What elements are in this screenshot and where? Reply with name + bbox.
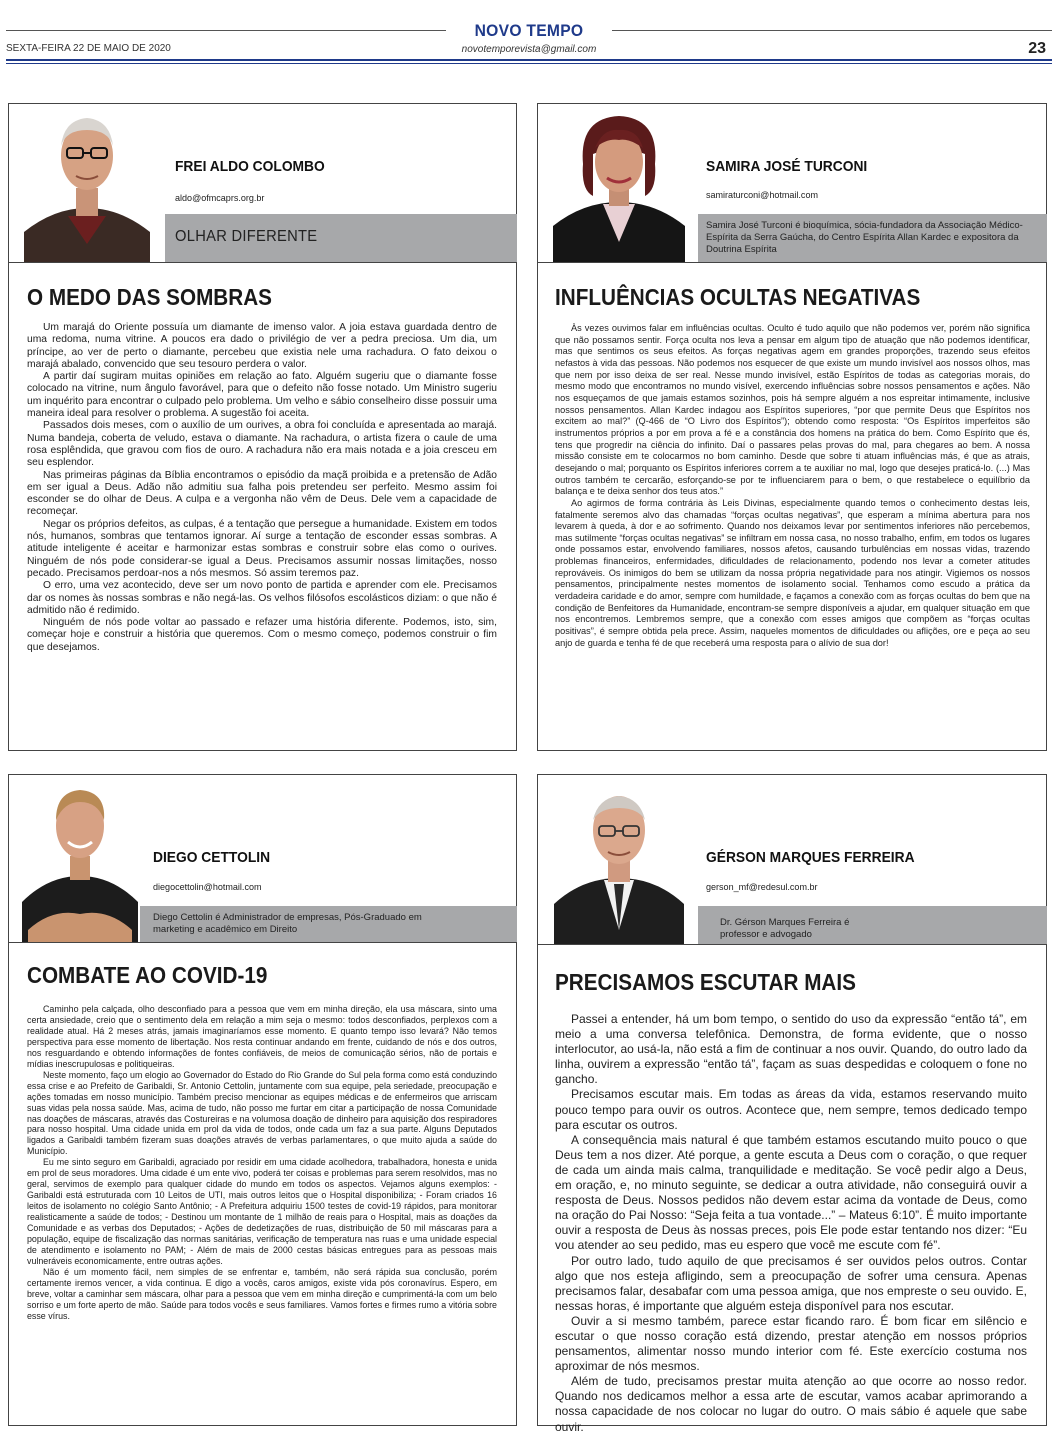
paragraph: Passei a entender, há um bom tempo, o sentido do uso da expressão “então tá”, em meio a uma conversa telefônica. Demonstra, de forma evidente, que o nosso interlocutor, ao usá-la, não está a fim de continuar a nos ouvir. Quando, do outro lado da linha, ouvirem a expressão “então tá”, façam as suas despedidas e coloquem o fone no gancho.: [555, 1012, 1027, 1087]
paragraph: Às vezes ouvimos falar em influências ocultas. Oculto é tudo aquilo que não podemos ver, porém não significa que não possamos sentir. Força oculta nos leva a pensar em algum tipo de atuação que não podemos identificar, mas que sentimos os seus efeitos. As forças negativas agem em grandes proporções, trazendo seus efeitos nefastos à vida das pessoas. Não podemos nos esquecer de que existe um mundo invisível aos nossos olhos, mas que nem por isso deixa de ser real. Nesse mundo invisível, estão Espíritos de todas as categorias morais, do mesmo modo que encontramos no mundo visível, exercendo influências sobre nossos pensamentos e ações. Não nos esqueçamos de que jamais estamos sozinhos, pois há sempre alguém a nos espreitar intimamente, inclusive nossos pensamentos. Allan Kardec indagou aos Espíritos superiores, “por que permite Deus que Espíritos nos excitem ao mal?” (Q-466 de “O Livro dos Espíritos”); obtendo como resposta: “Os Espíritos imperfeitos são instrumentos próprios a por em prova a fé e a constância dos homens na prática do bem. Como Espírito que és, tens que progredir na ciência do infinito. Daí o passares pelas provas do mal, para chegares ao bem. A nossa missão consiste em te colocarmos no bom caminho. Desde que sobre ti atuam influências más, é que as atrais, desejando o mal; porquanto os Espíritos inferiores correm a te auxiliar no mal, logo que desejes praticá-lo. (...) Mas outros também te cercarão, esforçando-se por te influenciarem para o bem, o que restabelece o equilíbrio da balança e te deixa senhor dos teus atos.”: [555, 323, 1030, 497]
article-body: [27, 322, 497, 654]
masthead-rule: [6, 59, 1052, 61]
paragraph: Ao agirmos de forma contrária às Leis Divinas, especialmente quando temos o conhecimento destas leis, fatalmente seremos alvo das chamadas “forças ocultas negativas”, que esperam a mínima abertura para nos levarem à queda, à dor e ao sofrimento. Quando nos deixamos levar por sentimentos inferiores não percebemos, mas sutilmente “forças ocultas negativas” se infiltram em nossa casa, no nosso trabalho, enfim, em todos os lugares onde possamos estar, envolvendo familiares, nossos afetos, causando turbulências em nossas vidas, trazendo problemas financeiros, enfermidades, dificuldades de relacionamento, podendo nos levar a cometer atitudes reprováveis. Os inimigos do bem se utilizam da nossa própria negatividade para nos atingir. Vigiemos os nossos pensamentos, principalmente nestes momentos de isolamento social. Tenhamos como escudo a prática da verdadeira caridade e do amor, sempre com humildade, e façamos a conexão com as forças ocultas do bem que na condição de Benfeitores da Humanidade, encontram-se sempre disponíveis a ajudar, em qualquer situação em que nos encontremos. Lembremos sempre, que a conexão com esses amigos que compõem as “forças ocultas positivas”, é sempre obtida pela prece. Assim, naqueles momentos de dificuldades ou aflições, ore e peça ao seu anjo de guarda e tenha fé de que receberá uma resposta para o alívio de sua dor!: [555, 497, 1030, 648]
author-email: aldo@ofmcaprs.org.br: [175, 193, 265, 204]
newspaper-brand: NOVO TEMPO: [474, 21, 584, 40]
author-bio: Dr. Gérson Marques Ferreira é professor e advogado: [720, 917, 850, 940]
article-body: [555, 1012, 1027, 1435]
paragraph: Caminho pela calçada, olho desconfiado para a pessoa que vem em minha direção, ela usa máscara, sinto uma certa ansiedade, creio que o sentimento dela em relação a mim seja o mesmo: todos desconfiados, perplexos com a realidade atual. Há 2 meses atrás, jamais imaginaríamos esse momento. E quanto tempo isso levará? Não temos perspectiva para esse momento de libertação. Nos resta continuar andando em frente, cuidando de nós e dos outros, nos resguardando e obtendo informações de fontes confiáveis, de meios de comunicação sérios, não de portais e mídias inescrupulosas e politiqueiras.: [27, 1004, 497, 1069]
paragraph: Nas primeiras páginas da Bíblia encontramos o episódio da maçã proibida e a pretensão de Adão em ser igual a Deus. Adão não admitiu sua falha pois pretendeu ser perfeito. Mesmo assim foi esconder se do olhar de Deus. A culpa e a vergonha não vêm de Deus. Dele vem a capacidade de recomeçar.: [27, 469, 497, 518]
newspaper-email: novotemporevista@gmail.com: [461, 44, 597, 55]
author-name: SAMIRA JOSÉ TURCONI: [706, 158, 868, 175]
page-number: 23: [1028, 40, 1046, 57]
author-email: samiraturconi@hotmail.com: [706, 190, 818, 201]
paragraph: O erro, uma vez acontecido, deve ser um novo ponto de partida e aprender com ele. Precisamos dar os nomes às nossas sombras e não negá-las. Os velhos filósofos escolásticos diziam: o que não é admitido não é redimido.: [27, 580, 497, 616]
author-email: diegocettolin@hotmail.com: [153, 882, 262, 893]
paragraph: Neste momento, faço um elogio ao Governador do Estado do Rio Grande do Sul pela forma como está conduzindo essa crise e ao Prefeito de Garibaldi, Sr. Antonio Cettolin, juntamente com sua equipe, pela seriedade, preocupação e ações tomadas em nosso município. Também preciso mencionar as equipes médicas e de enfermeiros que arriscam suas vidas pela nossa saúde. Mas, acima de tudo, não posso me furtar em citar a participação de nossa Comunidade nas doações de máscaras, através das Costureiras e na volumosa doação de dinheiro para aquisição dos respiradores para nosso hospital. Uma cidade unida em prol da vida de todos, onde cada um faz a sua parte. Alguns Deputados ligados a Garibaldi também fizeram suas doações através de verbas parlamentares, o que muito ajuda a saúde do Município.: [27, 1069, 497, 1157]
paragraph: Ouvir a si mesmo também, parece estar ficando raro. É bom ficar em silêncio e escutar o que nosso coração está dizendo, prestar atenção em nossos próprios pensamentos, alimentar nosso mundo interior com fé. Este exercício costuma nos aproximar de nós mesmos.: [555, 1313, 1027, 1374]
author-bio: Samira José Turconi é bioquímica, sócia-fundadora da Associação Médico-Espírita da Serra Gaúcha, do Centro Espírita Allan Kardec e expositora da Doutrina Espírita: [706, 220, 1023, 255]
author-name: FREI ALDO COLOMBO: [175, 158, 325, 175]
paragraph: Negar os próprios defeitos, as culpas, é a tentação que persegue a humanidade. Existem em todos nós, humanos, sombras que tentamos ignorar. Aí surge a tentação de esconder essas sombras. A atitude inteligente é aceitar e harmonizar estas sombras e construir sobre elas como o ourives. Ninguém de nós pode considerar-se igual a Deus. Precisamos assumir nossas limitações, nosso pecado. Precisamos perdoar-nos a nós mesmos. Só assim teremos paz.: [27, 518, 497, 579]
author-photo-ferreira: [554, 780, 684, 944]
paragraph: Ninguém de nós pode voltar ao passado e refazer uma história diferente. Podemos, isto, sim, começar hoje e construir a história que queremos. Com o mesmo começo, podemos construir o fim que desejamos.: [27, 617, 497, 653]
masthead-rule-thin: [6, 63, 1052, 64]
paragraph: Um marajá do Oriente possuía um diamante de imenso valor. A joia estava guardada dentro de uma redoma, numa vitrine. A poucos era dado o privilégio de ver a pedra preciosa. Um dia, um príncipe, ao ver de perto o diamante, percebeu que existia nele uma rachadura. O fato deixou o marajá abalado, convencido que seu tesouro perdera o valor.: [27, 322, 497, 370]
author-bio: Diego Cettolin é Administrador de empresas, Pós-Graduado em marketing e acadêmico em Direito: [153, 912, 422, 935]
paragraph: Precisamos escutar mais. Em todas as áreas da vida, estamos reservando muito pouco tempo para ouvir os outros. Acontece que, nem sempre, temos dedicado tempo para escutar os outros.: [555, 1087, 1027, 1132]
header-divider: [537, 944, 1047, 945]
issue-date: SEXTA-FEIRA 22 DE MAIO DE 2020: [6, 43, 171, 54]
article-headline: O MEDO DAS SOMBRAS: [27, 284, 272, 310]
article-headline: PRECISAMOS ESCUTAR MAIS: [555, 969, 856, 995]
article-headline: INFLUÊNCIAS OCULTAS NEGATIVAS: [555, 284, 921, 310]
masthead: [0, 0, 1058, 70]
paragraph: A partir daí sugiram muitas opiniões em relação ao fato. Alguém sugeriu que o diamante fosse colocado na vitrine, num ângulo favorável, para que o defeito não fosse notado. Um Ministro sugeriu um inquérito para encontrar o culpado pelo problema. Um velho e sábio conselheiro disse possuir uma maneira ideal para resolver o problema. A sugestão foi aceita.: [27, 371, 497, 420]
author-photo-turconi: [553, 104, 685, 262]
header-divider: [8, 942, 517, 943]
column-label: OLHAR DIFERENTE: [175, 228, 318, 245]
header-divider: [8, 262, 517, 263]
paragraph: Eu me sinto seguro em Garibaldi, agraciado por residir em uma cidade acolhedora, trabalhadora, honesta e unida em prol de seus moradores. Uma cidade é um ente vivo, poderá ter coisas e problemas para serem resolvidos, mas no geral, servimos de exemplo para qualquer cidade do mundo em todos os aspectos. Vejamos alguns exemplos: - Garibaldi está estruturada com 10 Leitos de UTI, mais outros leitos que o Hospital disponibiliza; - Foram criados 16 leitos de isolamento no colégio Santo Antônio; - A Prefeitura adquiriu 1500 testes de covid-19 rápidos, para monitorar realisticamente a saúde de todos; - Destinou um montante de 1 milhão de reais para o Hospital, mais as doações da Comunidade e as verbas dos Deputados; - Ações de dedetizações de ruas, distribuição de 50 mil máscaras para a população, equipe de fiscalização das normas sanitárias, verificação de temperatura nas ruas e uma unidade especial de atendimento e isolamento no PAM; - Além de mais de 2000 cestas básicas entregues para as pessoas mais vulneráveis economicamente, entre outras ações.: [27, 1157, 497, 1266]
paragraph: Além de tudo, precisamos prestar muita atenção ao que ocorre ao nosso redor. Quando nos dedicamos melhor a essa arte de escutar, vamos acabar aprimorando a nossa capacidade de nos colocar no lugar do outro. O mais sábio é aquele que sabe ouvir.: [555, 1374, 1027, 1434]
paragraph: Por outro lado, tudo aquilo de que precisamos é ser ouvidos pelos outros. Contar algo que nos esteja afligindo, sem a preocupação de sofrer uma censura. Apenas precisamos falar, desabafar com uma pessoa amiga, que nos empreste o seu ouvido. E, nessas horas, é importante que alguém esteja disponível para nos escutar.: [555, 1253, 1027, 1313]
paragraph: Não é um momento fácil, nem simples de se enfrentar e, também, não será rápida sua conclusão, porém certamente iremos vencer, a vida continua. E digo a vocês, caros amigos, existe vida pós coronavírus. Espero, em breve, voltar a caminhar sem máscara, olhar para a pessoa que vem em minha direção e cumprimentá-la com um belo sorriso e um forte aperto de mão. Saúde para todos vocês e seus familiares. Vamos fortes e firmes rumo a vitória sobre esse vírus.: [27, 1266, 497, 1321]
article-body: [27, 1004, 497, 1322]
article-body: [555, 323, 1030, 649]
author-name: GÉRSON MARQUES FERREIRA: [706, 849, 915, 866]
article-headline: COMBATE AO COVID-19: [27, 962, 268, 988]
author-name: DIEGO CETTOLIN: [153, 849, 271, 866]
paragraph: Passados dois meses, com o auxílio de um ourives, a obra foi concluída e apresentada ao marajá. Numa bandeja, coberta de veludo, estava o diamante. Na rachadura, o artista fizera o caule de uma rosa esplêndida, que gravou com fios de ouro. A rachadura não era mais notada e a joia cresceu em seu esplendor.: [27, 420, 497, 469]
header-divider: [537, 262, 1047, 263]
author-photo-colombo: [24, 104, 150, 262]
paragraph: A consequência mais natural é que também estamos escutando muito pouco o que Deus tem a nos dizer. Até porque, a gente escuta a Deus com o coração, o que requer de cada um ainda mais calma, tranquilidade e meditação. Se você pedir algo a Deus, em oração, e, no minuto seguinte, se dedicar a outra atividade, não conseguirá ouvir a resposta de Deus. Nossos pedidos não devem estar acima da vontade de Deus, como na oração do Pai Nosso: “Seja feita a tua vontade...” – Mateus 6:10”. É muito importante ouvir a resposta de Deus às nossas preces, pois Ele pode estar tentando nos dizer: “Eu vou atender ao seu pedido, mas eu espero que você me escute com fé”.: [555, 1132, 1027, 1253]
author-email: gerson_mf@redesul.com.br: [706, 882, 818, 893]
author-photo-cettolin: [22, 780, 138, 942]
